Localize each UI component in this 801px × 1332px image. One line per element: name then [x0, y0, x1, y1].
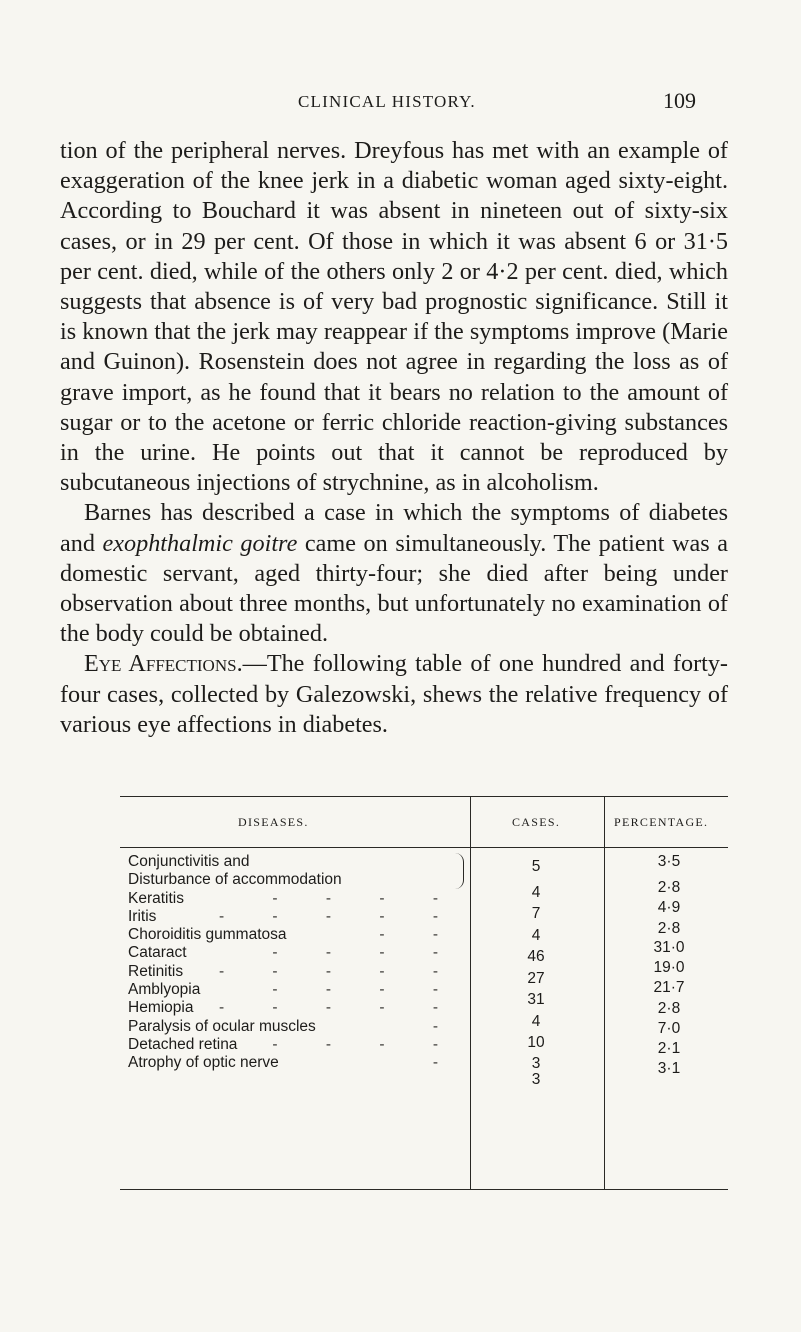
table-row [128, 1018, 464, 1036]
paragraph-barnes [60, 498, 728, 649]
table-row [128, 908, 464, 926]
case-count: 7 [531, 905, 541, 922]
column-divider [470, 797, 471, 1189]
table-row [128, 853, 464, 871]
disease-name: Atrophy of optic nerve [128, 1054, 279, 1072]
disease-name: Paralysis of ocular muscles [128, 1017, 316, 1035]
disease-name: Keratitis [128, 889, 184, 907]
header-percentage: PERCENTAGE. [614, 815, 709, 829]
percentage-value: 4·9 [657, 899, 681, 916]
body-text [60, 136, 728, 740]
table-row [128, 1054, 464, 1072]
page-header [0, 88, 801, 118]
disease-name: Amblyopia [128, 981, 201, 999]
dot-leader: - - - - - [218, 999, 460, 1017]
brace-group [128, 853, 464, 890]
header-rule [120, 847, 728, 848]
paragraph-barnes-end: came on simultaneously. The patient was a domestic servant, aged thirty-four; she died after being under observation about three months, but unfortunately no examination of the body could be obtained. [60, 529, 728, 648]
paragraph-eye-affections-text: —The following table of one hundred and forty-four cases, collected by Galezowski, shews the relative frequency of various eye affections in diabetes. [60, 650, 728, 738]
dot-leader: - [432, 1017, 460, 1035]
case-count: 10 [527, 1034, 545, 1051]
case-count: 46 [527, 948, 545, 965]
case-count: 27 [527, 970, 545, 987]
table-row [128, 1036, 464, 1054]
table-row [128, 926, 464, 944]
disease-name: Conjunctivitis and [128, 853, 250, 870]
percentage-value: 2·1 [657, 1040, 681, 1057]
case-count: 3 [531, 1055, 541, 1072]
case-count: 4 [531, 884, 541, 901]
disease-name: Choroiditis gummatosa [128, 926, 287, 944]
dot-leader: - - [379, 926, 460, 944]
dot-leader: - [432, 1054, 460, 1072]
dot-leader: - - - - - [218, 962, 460, 980]
disease-name: Iritis [128, 907, 157, 925]
percentage-value: 2·8 [657, 920, 681, 937]
dot-leader: - - - - [272, 1035, 460, 1053]
column-divider [604, 797, 605, 1189]
running-head: CLINICAL HISTORY. [298, 92, 476, 111]
case-count: 31 [527, 991, 545, 1008]
paragraph-eye-affections [60, 649, 728, 740]
dot-leader: - - - - [272, 944, 460, 962]
paragraph-barnes-start: Barnes has described a case in which the symptoms of diabetes and [60, 499, 728, 557]
italic-term: exophthalmic goitre [102, 529, 298, 557]
table-row [128, 999, 464, 1017]
case-count: 5 [531, 858, 541, 875]
dot-leader: - - - - [272, 981, 460, 999]
disease-name: Detached retina [128, 1035, 238, 1053]
table-row [128, 890, 464, 908]
paragraph-knee-jerk: tion of the peripheral nerves. Dreyfous has met with an example of exaggeration of the knee jerk in a diabetic woman aged sixty-eight. According to Bouchard it was absent in nineteen out of sixty-six cases, or in 29 per cent. Of those in which it was absent 6 or 31·5 per cent. died, while of the others only 2 or 4·2 per cent. died, which suggests that absence is of very bad prognostic significance. Still it is known that the jerk may reappear if the symptoms improve (Marie and Guinon). Rosenstein does not agree in regarding the loss as of grave import, as he found that it bears no relation to the amount of sugar or to the acetone or ferric chloride reaction-giving substances in the urine. He points out that it cannot be reproduced by subcutaneous injections of strychnine, as in alcoholism. [60, 137, 728, 497]
disease-name: Retinitis [128, 962, 184, 980]
table-row [128, 871, 464, 889]
case-count: 3 [531, 1071, 541, 1088]
section-heading-eye-affections: Eye Affections. [84, 650, 243, 678]
percentage-value: 2·8 [657, 879, 681, 896]
table-row [128, 944, 464, 962]
percentage-value: 2·8 [657, 1000, 681, 1017]
dot-leader: - - - - [272, 889, 460, 907]
percentage-value: 21·7 [653, 979, 685, 996]
percentage-value: 19·0 [653, 959, 685, 976]
case-count: 4 [531, 927, 541, 944]
eye-affections-table [120, 796, 728, 1190]
header-diseases: DISEASES. [238, 815, 309, 829]
percentage-value: 7·0 [657, 1020, 681, 1037]
percentage-value: 3·5 [657, 853, 681, 870]
disease-name: Disturbance of accommodation [128, 871, 342, 889]
disease-column [128, 853, 464, 1073]
header-cases: CASES. [512, 815, 561, 829]
percentage-value: 3·1 [657, 1060, 681, 1077]
disease-name: Hemiopia [128, 999, 194, 1017]
right-brace [455, 853, 464, 889]
table-row [128, 981, 464, 999]
disease-name: Cataract [128, 944, 187, 962]
dot-leader: - - - - - [218, 907, 460, 925]
percentage-value: 31·0 [653, 939, 685, 956]
table-row [128, 963, 464, 981]
page-number: 109 [663, 88, 696, 113]
case-count: 4 [531, 1013, 541, 1030]
